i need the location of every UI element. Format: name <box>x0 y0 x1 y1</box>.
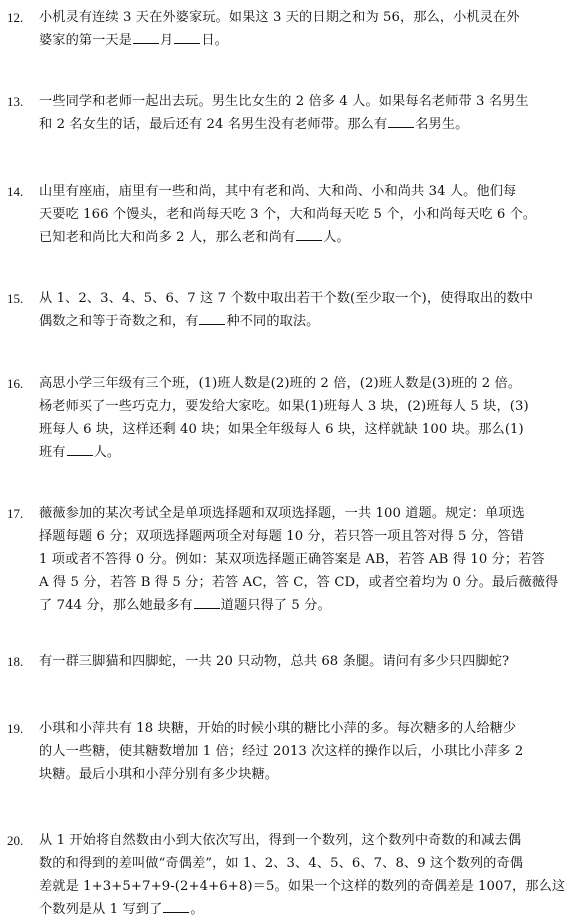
problem-text <box>39 90 553 136</box>
text-segment: 高思小学三年级有三个班，(1)班人数是(2)班的 2 倍，(2)班人数是(3)班的 2 倍。 <box>39 376 522 391</box>
problem-text <box>39 6 553 52</box>
text-segment: 班每人 6 块，这样还剩 40 块；如果全年级每人 6 块，这样就缺 100 块。那么(1) <box>39 422 524 437</box>
text-segment: 有一群三脚猫和四脚蛇，一共 20 只动物，总共 68 条腿。请问有多少只四脚蛇? <box>39 654 510 669</box>
problem-line <box>39 594 553 617</box>
text-segment: 天要吃 166 个馒头，老和尚每天吃 3 个，大和尚每天吃 5 个，小和尚每天吃 6 个。 <box>39 207 537 222</box>
problem-number: 15. <box>7 291 24 306</box>
answer-blank <box>296 227 322 241</box>
problem-line <box>39 372 553 395</box>
problem-line <box>39 717 553 740</box>
problem-number: 18. <box>7 654 24 669</box>
problem-line <box>39 852 553 875</box>
problem-text <box>39 287 553 333</box>
answer-blank <box>388 114 414 128</box>
text-segment: 日。 <box>201 33 228 48</box>
problem-line <box>39 763 553 786</box>
problem-text <box>39 180 553 249</box>
problem-line <box>39 875 566 898</box>
text-segment: 薇薇参加的某次考试全是单项选择题和双项选择题，一共 100 道题。规定：单项选 <box>39 506 525 521</box>
text-segment: 人。 <box>93 445 121 460</box>
problem-line <box>39 740 553 763</box>
text-segment: 杨老师买了一些巧克力，要发给大家吃。如果(1)班每人 3 块，(2)班每人 5 块，(3) <box>39 399 529 414</box>
problem-text <box>39 502 559 617</box>
problem-line <box>39 203 553 226</box>
text-segment: 班有 <box>39 445 66 460</box>
problem-line <box>39 180 553 203</box>
text-segment: 差就是 1+3+5+7+9-(2+4+6+8)＝5。如果一个这样的数列的奇偶差是 1007，那么这 <box>39 879 566 894</box>
text-segment: 和 2 名女生的话，最后还有 24 名男生没有老师带。那么有 <box>39 117 388 132</box>
problem-line <box>39 829 553 852</box>
problem-line <box>39 441 553 464</box>
problem-line <box>39 418 553 441</box>
problem-text <box>39 372 553 464</box>
text-segment: 人。 <box>323 230 350 245</box>
problem-line <box>39 310 553 333</box>
text-segment: 小琪和小萍共有 18 块糖，开始的时候小琪的糖比小萍的多。每次糖多的人给糖少 <box>39 721 517 736</box>
problem-text <box>39 650 553 673</box>
problem-number: 14. <box>7 184 24 199</box>
problem-line <box>39 502 553 525</box>
answer-blank <box>174 30 200 44</box>
text-segment: 的人一些糖，使其糖数增加 1 倍；经过 2013 次这样的操作以后，小琪比小萍多 2 <box>39 744 524 759</box>
problem-number: 19. <box>7 721 24 736</box>
problem-line <box>39 395 553 418</box>
answer-blank <box>67 442 93 456</box>
problem-number: 12. <box>7 10 24 25</box>
text-segment: 从 1 开始将自然数由小到大依次写出，得到一个数列，这个数列中奇数的和减去偶 <box>39 833 522 848</box>
answer-blank <box>194 595 220 609</box>
answer-blank <box>163 899 189 913</box>
text-segment: 种不同的取法。 <box>226 314 320 329</box>
text-segment: 数的和得到的差叫做“奇偶差”，如 1、2、3、4、5、6、7、8、9 这个数列的奇偶 <box>39 856 524 871</box>
problem-number: 16. <box>7 376 24 391</box>
problem-line <box>39 525 553 548</box>
text-segment: 。 <box>190 902 204 917</box>
text-segment: 择题每题 6 分；双项选择题两项全对每题 10 分，若只答一项且答对得 5 分，答错 <box>39 529 524 544</box>
text-segment: 名男生。 <box>415 117 469 132</box>
problem-line <box>39 287 553 310</box>
answer-blank <box>199 311 225 325</box>
text-segment: 个数列是从 1 写到了 <box>39 902 163 917</box>
problem-text <box>39 829 566 921</box>
answer-blank <box>133 30 159 44</box>
problem-number: 17. <box>7 506 24 521</box>
problem-number: 13. <box>7 94 24 109</box>
text-segment: 从 1、2、3、4、5、6、7 这 7 个数中取出若干个数(至少取一个)，使得取出的数中 <box>39 291 534 306</box>
problem-line <box>39 898 553 921</box>
problem-line <box>39 90 553 113</box>
problem-line <box>39 226 553 249</box>
text-segment: 婆家的第一天是 <box>39 33 133 48</box>
problem-line <box>39 548 553 571</box>
problem-line <box>39 571 559 594</box>
text-segment: 月 <box>160 33 174 48</box>
text-segment: 道题只得了 5 分。 <box>220 598 331 613</box>
text-segment: 1 项或者不答得 0 分。例如：某双项选择题正确答案是 AB，若答 AB 得 10 分；若答 <box>39 552 545 567</box>
text-segment: 小机灵有连续 3 天在外婆家玩。如果这 3 天的日期之和为 56，那么，小机灵在外 <box>39 10 520 25</box>
text-segment: A 得 5 分，若答 B 得 5 分；若答 AC，答 C，答 CD，或者空着均为 0 分。最后薇薇得 <box>39 575 559 590</box>
problem-line <box>39 650 553 673</box>
text-segment: 块糖。最后小琪和小萍分别有多少块糖。 <box>39 767 279 782</box>
problem-text <box>39 717 553 786</box>
text-segment: 偶数之和等于奇数之和，有 <box>39 314 199 329</box>
text-segment: 山里有座庙，庙里有一些和尚，其中有老和尚、大和尚、小和尚共 34 人。他们每 <box>39 184 517 199</box>
problem-line <box>39 29 553 52</box>
problem-line <box>39 113 553 136</box>
problem-number: 20. <box>7 833 24 848</box>
problem-line <box>39 6 553 29</box>
text-segment: 一些同学和老师一起出去玩。男生比女生的 2 倍多 4 人。如果每名老师带 3 名男生 <box>39 94 529 109</box>
text-segment: 了 744 分，那么她最多有 <box>39 598 193 613</box>
text-segment: 已知老和尚比大和尚多 2 人，那么老和尚有 <box>39 230 296 245</box>
